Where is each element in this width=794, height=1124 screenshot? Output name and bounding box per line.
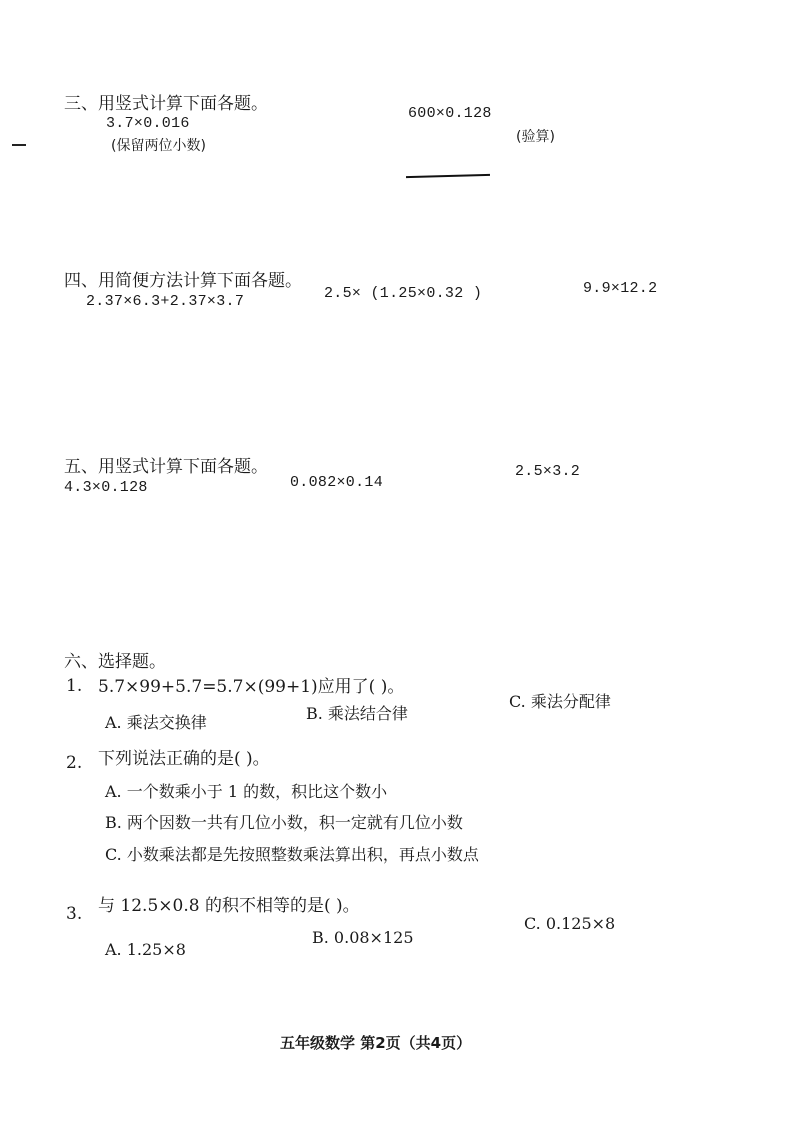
question-3-text: 与 12.5×0.8 的积不相等的是( )。 [98, 896, 360, 916]
question-1-number: 1. [66, 676, 83, 696]
section-3-expr-2: 600×0.128 [408, 105, 492, 122]
section-4-expr-3: 9.9×12.2 [583, 280, 658, 297]
question-2-option-c: C. 小数乘法都是先按照整数乘法算出积，再点小数点 [105, 845, 479, 864]
section-3-note-2: (验算) [516, 129, 555, 145]
question-2-option-a: A. 一个数乘小于 1 的数，积比这个数小 [105, 782, 388, 801]
section-3-expr-1: 3.7×0.016 [106, 115, 190, 132]
page-footer: 五年级数学 第2页（共4页） [280, 1034, 472, 1052]
section-5-expr-3: 2.5×3.2 [515, 463, 581, 480]
section-5-title: 五、用竖式计算下面各题。 [64, 457, 268, 477]
question-2-text: 下列说法正确的是( )。 [98, 749, 270, 769]
question-1-option-c: C. 乘法分配律 [509, 692, 611, 711]
question-3-option-b: B. 0.08×125 [312, 928, 414, 947]
question-3-number: 3. [66, 904, 83, 924]
question-1-text: 5.7×99+5.7=5.7×(99+1)应用了( )。 [98, 677, 405, 697]
question-3-option-c: C. 0.125×8 [524, 914, 616, 933]
question-3-option-a: A. 1.25×8 [105, 940, 186, 959]
section-5-expr-2: 0.082×0.14 [290, 474, 384, 491]
section-4-expr-1: 2.37×6.3+2.37×3.7 [86, 293, 245, 310]
section-3-note-1: (保留两位小数) [111, 138, 206, 154]
scan-mark [12, 144, 26, 146]
verification-line [406, 174, 490, 178]
section-3-title: 三、用竖式计算下面各题。 [64, 94, 268, 114]
question-2-option-b: B. 两个因数一共有几位小数，积一定就有几位小数 [105, 813, 463, 832]
question-2-number: 2. [66, 753, 83, 773]
section-5-expr-1: 4.3×0.128 [64, 479, 148, 496]
section-6-title: 六、选择题。 [64, 652, 166, 672]
question-1-option-b: B. 乘法结合律 [306, 704, 408, 723]
section-4-title: 四、用简便方法计算下面各题。 [64, 271, 302, 291]
question-1-option-a: A. 乘法交换律 [105, 713, 207, 732]
section-4-expr-2: 2.5× (1.25×0.32 ) [324, 285, 483, 302]
